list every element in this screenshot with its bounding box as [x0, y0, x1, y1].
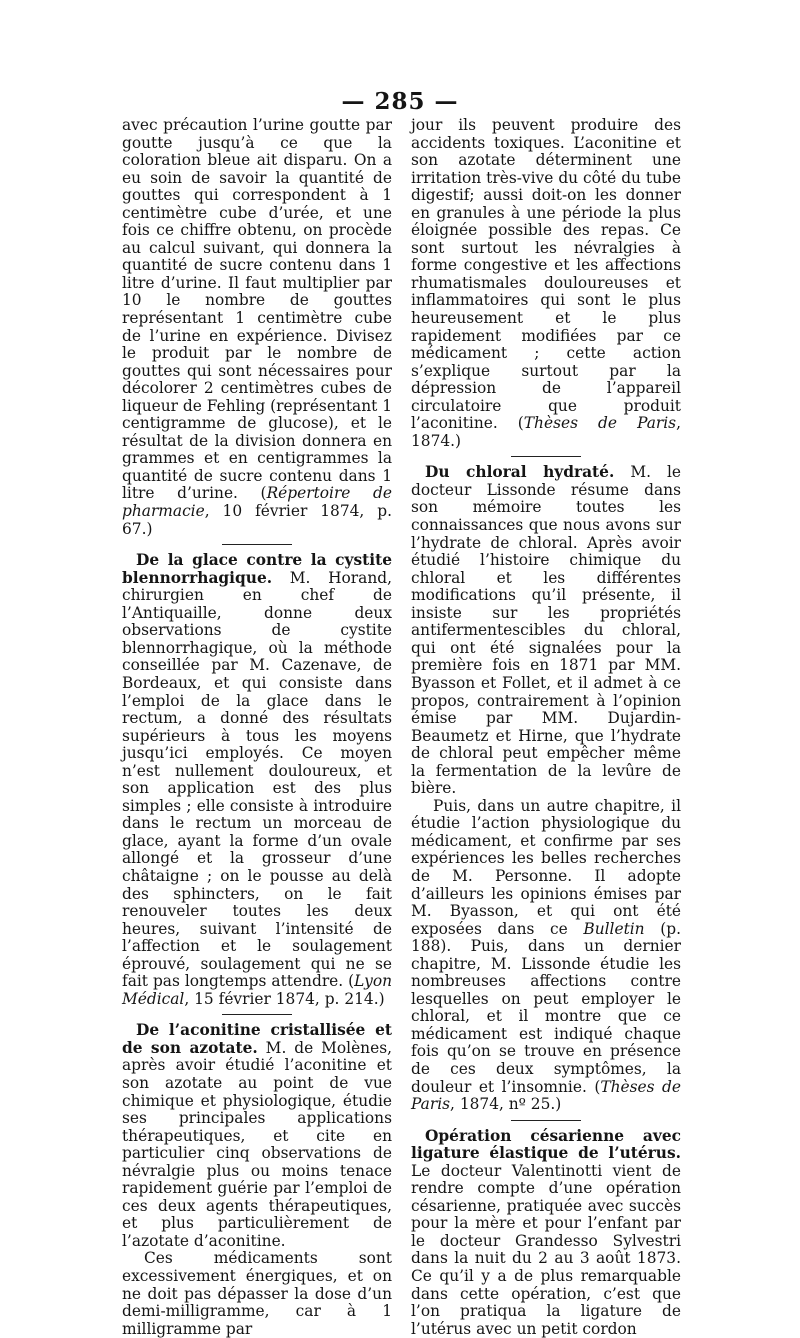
paragraph-text: avec précaution l’urine goutte par goutte jusqu’à ce que la coloration bleue ait disparu. On a eu soin de savoir la quantité de gouttes qui correspondent à 1 centimètre cube d’urée, et une fois ce chiffre obtenu, on procède au calcul suivant, qui donnera la quantité de sucre contenu dans 1 litre d’urine. Il faut multiplier par 10 le nombre de gouttes représentant 1 centimètre cube de l’urine en expérience. Divisez le produit par le nombre de gouttes qui sont nécessaires pour décolorer 2 centimètres cubes de liqueur de Fehling (représentant 1 centigramme de glucose), et le résultat de la division donnera en grammes et en centigrammes la quantité de sucre contenu dans 1 litre d’urine. ( [122, 116, 392, 503]
right-column [411, 117, 681, 1338]
article-heading: De l’aconitine cristallisée et de son azotate. [122, 1021, 392, 1057]
paragraph [411, 117, 681, 450]
citation-tail: , 10 février 1874, p. 67.) [122, 502, 392, 538]
paragraph-text: jour ils peuvent produire des accidents toxiques. L’aconitine et son azotate déterminent une irritation très-vive du côté du tube digestif; aussi doit-on les donner en granules à une période la plus éloignée possible des repas. Ce sont surtout les névralgies à forme congestive et les affections rhumatismales douloureuses et inflammatoires qui sont le plus heureusement et le plus rapidement modifiées par ce médicament ; cette action s’explique surtout par la dépression de l’appareil circulatoire que produit l’aconitine. ( [411, 116, 681, 433]
article-cystite [122, 552, 392, 1008]
article-body: M. le docteur Lissonde résume dans son mémoire toutes les connaissances que nous avons sur l’hydrate de chloral. Après avoir étudié l’histoire chimique du chloral et les différentes modifications qu’il présente, il insiste sur les propriétés antifermentescibles du chloral, qui ont été signalées pour la première fois en 1871 par MM. Byasson et Follet, et il admet à ce propos, contrairement à l’opinion émise par MM. Dujardin-Beaumetz et Hirne, que l’hydrate de chloral peut empêcher même la fermentation de la levûre de bière. [411, 463, 681, 798]
citation-tail: , 1874.) [411, 414, 681, 450]
section-divider [222, 544, 292, 545]
article-heading: De la glace contre la cystite blennorrhagique. [122, 551, 392, 587]
article-heading: Opération césarienne avec ligature élastique de l’utérus. [411, 1126, 681, 1163]
section-divider [511, 1120, 581, 1121]
article-body: M. de Molènes, après avoir étudié l’aconitine et son azotate au point de vue chimique et physiologique, étudie ses principales applications thérapeutiques, et cite en particulier cinq observations de névralgie plus ou moins tenace rapidement guérie par l’emploi de ces deux agents thérapeutiques, et plus particulièrement de l’azotate d’aconitine. [122, 1038, 392, 1250]
article-chloral [411, 464, 681, 797]
article-aconitine [122, 1022, 392, 1250]
article-body: Le docteur Valentinotti vient de rendre compte d’une opération césarienne, pratiquée avec succès pour la mère et pour l’enfant par le docteur Grandesso Sylvestri dans la nuit du 2 au 3 août 1873. Ce qu’il y a de plus remarquable dans cette opération, c’est que l’on pratiqua la ligature de l’utérus avec un petit cordon [411, 1161, 681, 1338]
citation: Thèses de Paris [523, 414, 677, 433]
citation-tail: , 1874, nº 25.) [450, 1095, 562, 1114]
section-divider [222, 1014, 292, 1015]
paragraph: Ces médicaments sont excessivement énergiques, et on ne doit pas dépasser la dose d’un demi-milligramme, car à 1 milligramme par [122, 1249, 392, 1338]
citation-tail: , 15 février 1874, p. 214.) [184, 989, 385, 1008]
paragraph [122, 117, 392, 538]
citation: Thèses de Paris [411, 1077, 682, 1114]
left-column [122, 117, 392, 1338]
section-divider [511, 456, 581, 457]
paragraph [411, 798, 681, 1114]
page-number: — 285 — [341, 88, 459, 115]
paragraph-text: (p. 188). Puis, dans un dernier chapitre, M. Lissonde étudie les nombreuses affections contre lesquelles on peut employer le chloral, et il montre que ce médicament est indiqué chaque fois qu’on se trouve en présence de ces deux symptômes, la douleur et l’insomnie. ( [411, 919, 681, 1096]
article-cesarienne [411, 1128, 681, 1338]
article-body: M. Horand, chirurgien en chef de l’Antiquaille, donne deux observations de cystite blennorrhagique, où la méthode conseillée par M. Cazenave, de Bordeaux, et qui consiste dans l’emploi de la glace dans le rectum, a donné des résultats supérieurs à tous les moyens jusqu’ici employés. Ce moyen n’est nullement douloureux, et son application est des plus simples ; elle consiste à introduire dans le rectum un morceau de glace, ayant la forme d’un ovale allongé et la grosseur d’une châtaigne ; on le pousse au delà des sphincters, on le fait renouveler toutes les deux heures, suivant l’intensité de l’affection et le soulagement éprouvé, soulagement qui ne se fait pas longtemps attendre. ( [122, 568, 392, 991]
article-heading: Du chloral hydraté. [425, 463, 615, 482]
citation: Bulletin [583, 919, 645, 938]
citation: Répertoire de pharmacie [122, 484, 392, 521]
citation: Lyon Médical [122, 972, 392, 1008]
paragraph-text: Puis, dans un autre chapitre, il étudie l’action physiologique du médicament, et confirme par ses expériences les belles recherches de M. Personne. Il adopte d’ailleurs les opinions émises par M. Byasson, et qui ont été exposées dans ce [411, 796, 681, 938]
